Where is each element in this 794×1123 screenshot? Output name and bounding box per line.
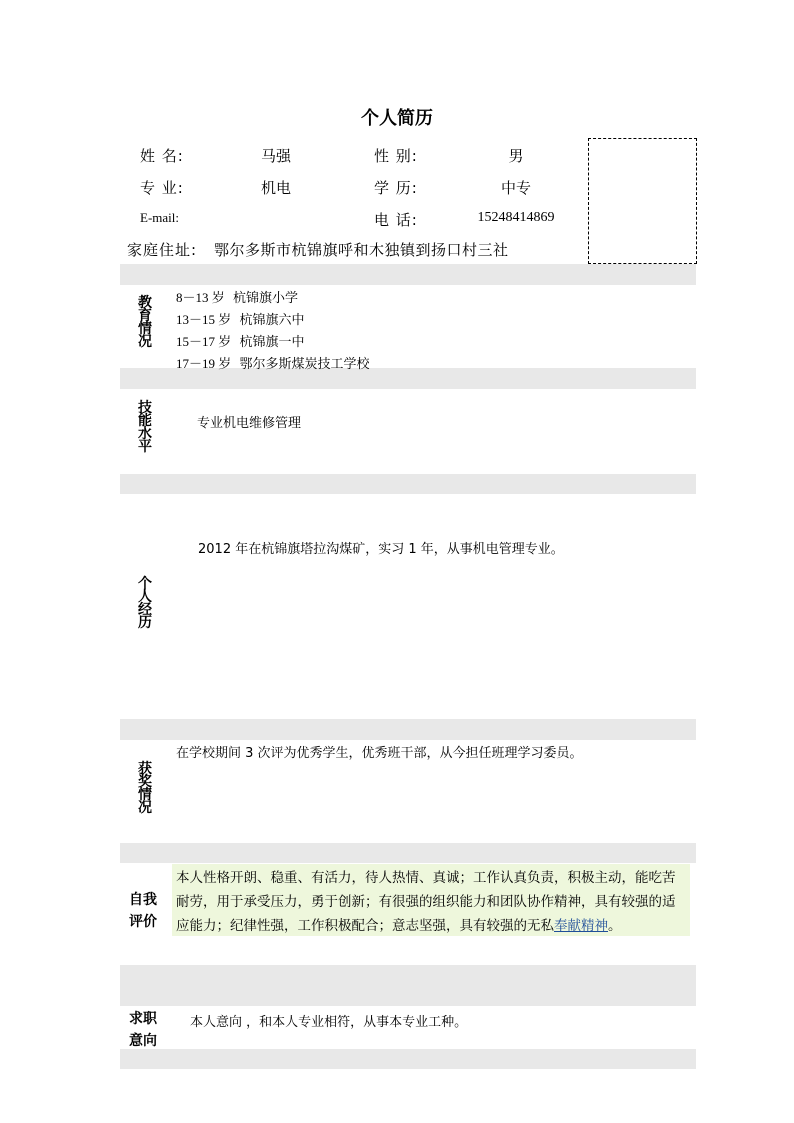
major-label: 专 业: — [140, 179, 184, 197]
address-label: 家庭住址: — [127, 241, 198, 259]
awards-section-label: 获 奖 情 况 — [138, 761, 152, 816]
page-title: 个人简历 — [361, 108, 433, 129]
skills-section-label: 技 能 水 平 — [138, 400, 152, 455]
self-evaluation-label: 自我 评价 — [129, 892, 157, 930]
address-value: 鄂尔多斯市杭锦旗呼和木独镇到扬口村三社 — [214, 241, 509, 259]
education-item: 15－17 岁 杭锦旗一中 — [176, 334, 305, 350]
education-item: 13－15 岁 杭锦旗六中 — [176, 312, 305, 328]
education-item: 17－19 岁 鄂尔多斯煤炭技工学校 — [176, 356, 370, 372]
education-level-value: 中专 — [500, 179, 531, 197]
job-intent-text: 本人意向 ，和本人专业相符，从事本专业工种。 — [190, 1015, 468, 1030]
experience-section-label: 个 人 经 历 — [138, 576, 152, 631]
awards-text: 在学校期间 3 次评为优秀学生，优秀班干部，从今担任班理学习委员。 — [176, 746, 583, 761]
section-divider — [120, 719, 696, 740]
gender-label: 性 别: — [374, 147, 418, 165]
name-value: 马强 — [260, 147, 291, 165]
education-item: 8－13 岁 杭锦旗小学 — [176, 290, 299, 306]
dedication-link[interactable]: 奉献精神 — [554, 918, 608, 934]
job-intent-label: 求职 意向 — [129, 1011, 157, 1049]
email-label: E-mail: — [140, 210, 179, 225]
name-label: 姓 名: — [140, 147, 184, 165]
photo-placeholder — [588, 138, 697, 264]
phone-label: 电 话: — [374, 211, 418, 229]
experience-text: 2012 年在杭锦旗塔拉沟煤矿，实习 1 年，从事机电管理专业。 — [198, 542, 564, 557]
section-divider — [120, 1049, 696, 1069]
self-evaluation-text: 本人性格开朗、稳重、有活力，待人热情、真诚；工作认真负责，积极主动，能吃苦耐劳，用于承受压力，勇于创新；有很强的组织能力和团队协作精神，具有较强的适应能力；纪律性强，工作积极配合；意志坚强，具有较强的无私奉献精神。 — [176, 870, 676, 934]
skills-text: 专业机电维修管理 — [197, 416, 302, 431]
education-list — [176, 287, 370, 375]
section-divider — [120, 474, 696, 494]
education-section-label: 教 育 情 况 — [138, 295, 152, 350]
gender-value: 男 — [508, 147, 524, 165]
education-level-label: 学 历: — [374, 179, 418, 197]
section-divider — [120, 965, 696, 1006]
section-divider — [120, 264, 696, 285]
major-value: 机电 — [260, 179, 291, 197]
section-divider — [120, 843, 696, 863]
phone-value: 15248414869 — [477, 210, 555, 225]
